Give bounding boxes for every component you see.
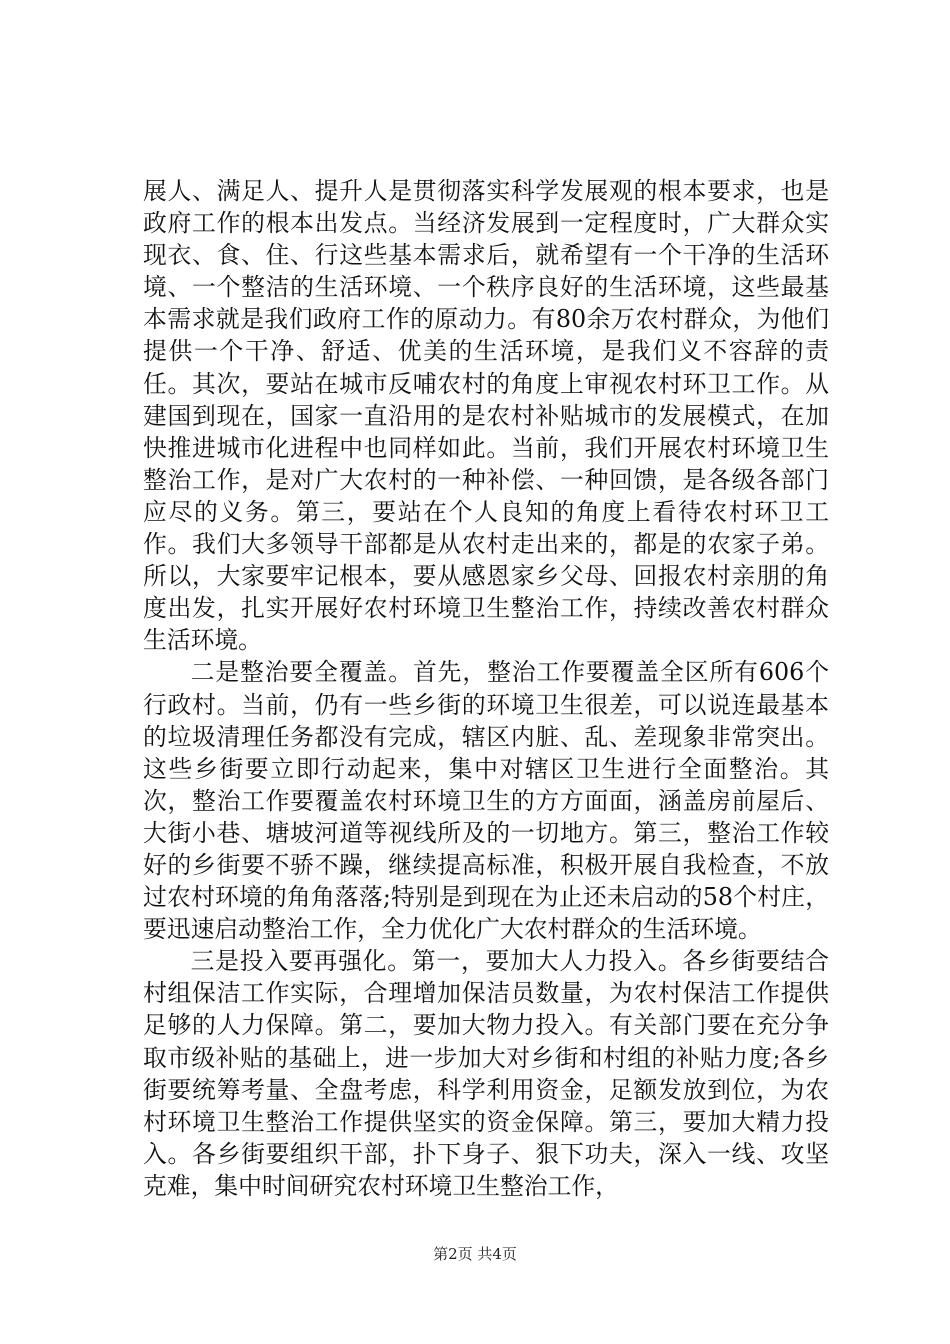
paragraph-2: 二是整治要全覆盖。首先，整治工作要覆盖全区所有606个行政村。当前，仍有一些乡街的环境卫生很差，可以说连最基本的垃圾清理任务都没有完成，辖区内脏、乱、差现象非常突出。这些乡街要立即行动起来，集中对辖区卫生进行全面整治。其次，整治工作要覆盖农村环境卫生的方方面面，涵盖房前屋后、大街小巷、塘坡河道等视线所及的一切地方。第三，整治工作较好的乡街要不骄不躁，继续提高标准，积极开展自我检查，不放过农村环境的角角落落;特别是到现在为止还未启动的58个村庄，要迅速启动整治工作，全力优化广大农村群众的生活环境。 <box>143 658 829 944</box>
page-number-footer: 第2页 共4页 <box>433 1245 517 1263</box>
paragraph-1: 展人、满足人、提升人是贯彻落实科学发展观的根本要求，也是政府工作的根本出发点。当经济发展到一定程度时，广大群众实现衣、食、住、行这些基本需求后，就希望有一个干净的生活环境、一个整洁的生活环境、一个秩序良好的生活环境，这些最基本需求就是我们政府工作的原动力。有80余万农村群众，为他们提供一个干净、舒适、优美的生活环境，是我们义不容辞的责任。其次，要站在城市反哺农村的角度上审视农村环卫工作。从建国到现在，国家一直沿用的是农村补贴城市的发展模式，在加快推进城市化进程中也同样如此。当前，我们开展农村环境卫生整治工作，是对广大农村的一种补偿、一种回馈，是各级各部门应尽的义务。第三，要站在个人良知的角度上看待农村环卫工作。我们大多领导干部都是从农村走出来的，都是的农家子弟。所以，大家要牢记根本，要从感恩家乡父母、回报农村亲朋的角度出发，扎实开展好农村环境卫生整治工作，持续改善农村群众生活环境。 <box>143 177 829 655</box>
document-body <box>143 175 829 1202</box>
paragraph-3: 三是投入要再强化。第一，要加大人力投入。各乡街要结合村组保洁工作实际，合理增加保洁员数量，为农村保洁工作提供足够的人力保障。第二，要加大物力投入。有关部门要在充分争取市级补贴的基础上，进一步加大对乡街和村组的补贴力度;各乡街要统筹考量、全盘考虑，科学利用资金，足额发放到位，为农村环境卫生整治工作提供坚实的资金保障。第三，要加大精力投入。各乡街要组织干部，扑下身子、狠下功夫，深入一线、攻坚克难，集中时间研究农村环境卫生整治工作， <box>143 947 829 1200</box>
